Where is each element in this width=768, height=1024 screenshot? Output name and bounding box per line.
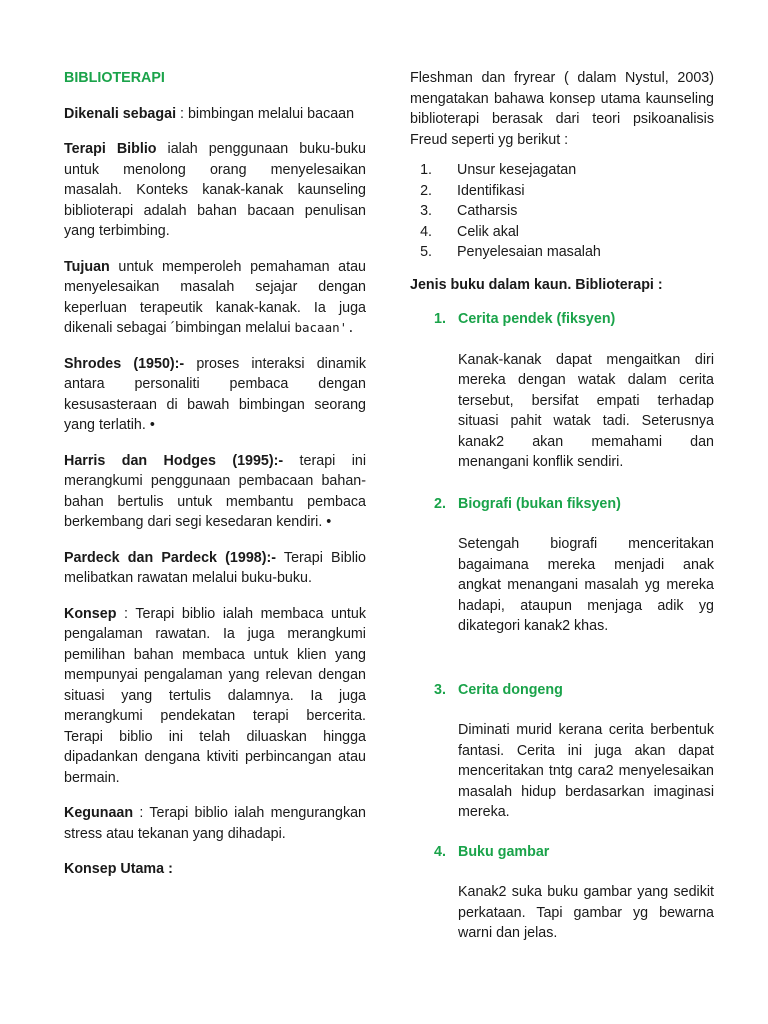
paragraph-harris-hodges: Harris dan Hodges (1995):- terapi ini merangkumi penggunaan pembacaan bahan- bahan bertulis untuk membantu pembaca berkembang dari segi kesedaran kendiri. • <box>64 452 367 530</box>
concept-list <box>410 160 714 263</box>
list-item: 3. Catharsis <box>436 201 714 222</box>
category-description: Kanak2 suka buku gambar yang sedikit perkataan. Tapi gambar yg bewarna warni dan jelas. <box>458 884 714 941</box>
list-item: 1. Unsur kesejagatan <box>436 160 714 181</box>
list-item: 5. Penyelesaian masalah <box>436 242 714 263</box>
heading-konsep-utama: Konsep Utama : <box>64 861 173 877</box>
paragraph-fleshman: Fleshman dan fryrear ( dalam Nystul, 2003) mengatakan bahawa konsep utama kaunseling biblioterapi berasak dari teori psikoanalisis Freud seperti yg berikut : <box>410 70 714 148</box>
paragraph-tujuan: Tujuan untuk memperoleh pemahaman atau menyelesaikan masalah sejajar dengan keperluan terapeutik kanak-kanak. Ia juga dikenali sebagai ´bimbingan melalui bacaan'. <box>64 258 366 336</box>
paragraph-terapi-biblio: Terapi Biblio ialah penggunaan buku-buku untuk menolong orang menyelesaikan masalah. Konteks kanak-kanak kaunseling biblioterapi adalah bahan bacaan penulisan yang terbimbing. <box>64 141 366 239</box>
left-column <box>64 68 366 895</box>
list-item: 4. Celik akal <box>436 222 714 243</box>
right-column <box>410 68 714 944</box>
paragraph-kegunaan: Kegunaan : Terapi biblio ialah mengurangkan stress atau tekanan yang dihadapi. <box>64 805 366 842</box>
category-heading: 2. Biografi (bukan fiksyen) <box>434 495 621 512</box>
category-heading: 1. Cerita pendek (fiksyen) <box>434 311 616 327</box>
category-heading: 3. Cerita dongeng <box>434 681 563 698</box>
paragraph-dikenali: Dikenali sebagai : bimbingan melalui bacaan <box>64 105 355 122</box>
document-title: BIBLIOTERAPI <box>64 70 165 86</box>
paragraph-konsep: Konsep : Terapi biblio ialah membaca untuk pengalaman rawatan. Ia juga merangkumi pemilihan bahan membaca untuk klien yang mempunyai pengalaman yang relevan dengan situasi yang tertulis dalamnya. Ia juga merangkumi pendekatan terapi bercerita. Terapi biblio ini telah diluaskan hingga dipadankan dengana ktiviti perbincangan atau bermain. <box>64 605 366 786</box>
category-description: Kanak-kanak dapat mengaitkan diri mereka dengan watak dalam cerita tersebut, bersifat empati terhadap situasi pahit watak tadi. Seterusnya kanak2 akan memahami dan menangani konflik sendiri. <box>458 351 714 470</box>
paragraph-shrodes: Shrodes (1950):- proses interaksi dinamik antara personaliti pembaca dengan kesusasteraan di bawah bimbingan seorang yang terlatih. • <box>64 355 366 433</box>
list-item: 2. Identifikasi <box>436 181 714 202</box>
category-description: Setengah biografi menceritakan bagaimana mereka menjadi anak angkat menangani masalah yg mereka hadapi, ataupun menjaga adik yg dikategori kanak2 khas. <box>458 536 714 634</box>
category-heading: 4. Buku gambar <box>434 843 550 860</box>
heading-jenis-buku: Jenis buku dalam kaun. Biblioterapi : <box>410 276 663 293</box>
paragraph-pardeck: Pardeck dan Pardeck (1998):- Terapi Biblio melibatkan rawatan melalui buku-buku. <box>64 549 366 586</box>
category-description: Diminati murid kerana cerita berbentuk fantasi. Cerita ini juga akan dapat menceritakan tntg cara2 menyelesaikan masalah hidup berdasarkan imaginasi mereka. <box>458 722 714 820</box>
